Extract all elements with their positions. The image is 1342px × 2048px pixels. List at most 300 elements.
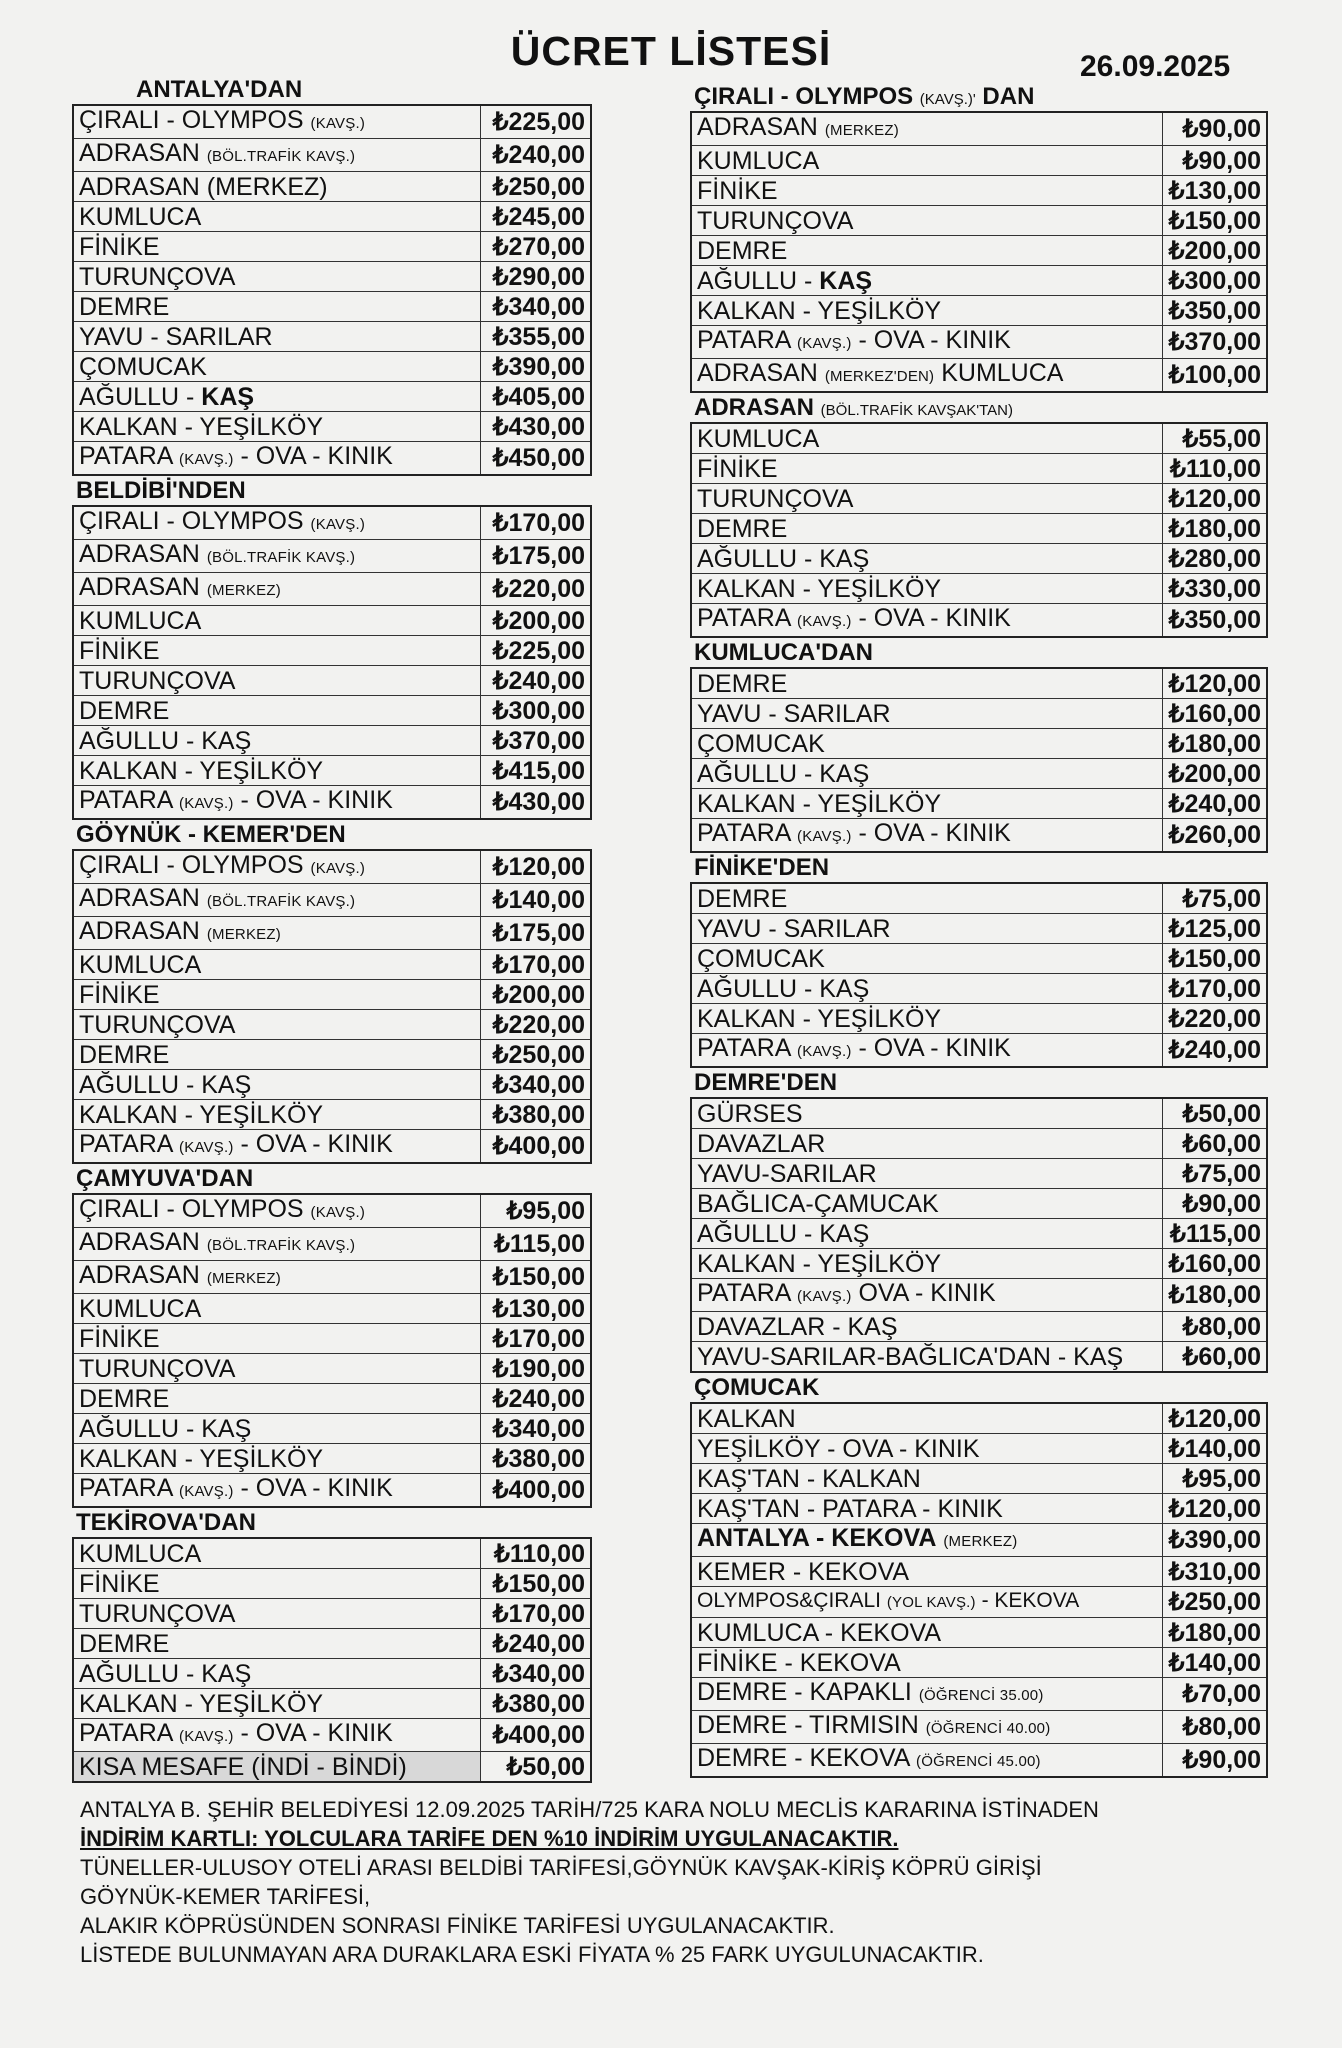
destination-note: (KAVŞ.) — [310, 115, 366, 132]
price-cell: ₺370,00 — [1163, 326, 1268, 359]
destination-name: YAVU - SARILAR — [697, 699, 891, 728]
destination-cell — [691, 1524, 1163, 1557]
table-row — [73, 1599, 591, 1629]
price-cell: ₺250,00 — [1163, 1587, 1268, 1618]
destination-cell — [691, 514, 1163, 544]
price-cell: ₺200,00 — [481, 606, 592, 636]
price-cell: ₺400,00 — [481, 1130, 592, 1164]
fare-table — [72, 505, 592, 820]
destination-cell — [73, 1228, 481, 1261]
destination-note: (KAVŞ.) — [179, 451, 234, 468]
price-cell: ₺200,00 — [481, 980, 592, 1010]
price-cell: ₺400,00 — [481, 1474, 592, 1508]
destination-cell — [691, 914, 1163, 944]
section-heading-text: GÖYNÜK - KEMER'DEN — [76, 821, 346, 848]
destination-name: KEMER - KEKOVA — [697, 1557, 910, 1586]
price-cell: ₺140,00 — [1163, 1434, 1268, 1464]
table-row — [73, 232, 591, 262]
destination-name: KUMLUCA — [697, 424, 820, 453]
table-row — [73, 202, 591, 232]
destination-note: (MERKEZ) — [206, 582, 281, 599]
destination-name: DEMRE - KEKOVA — [697, 1744, 910, 1772]
page-title: ÜCRET LİSTESİ — [510, 28, 832, 74]
price-cell: ₺175,00 — [481, 917, 592, 950]
price-cell: ₺80,00 — [1163, 1711, 1268, 1744]
destination-name: TURUNÇOVA — [79, 666, 236, 695]
price-cell: ₺70,00 — [1163, 1678, 1268, 1711]
destination-cell — [73, 980, 481, 1010]
destination-name: FİNİKE — [79, 232, 160, 261]
price-cell: ₺350,00 — [1163, 604, 1268, 638]
table-row — [73, 696, 591, 726]
table-row — [73, 412, 591, 442]
table-row — [691, 1434, 1267, 1464]
table-row — [73, 1569, 591, 1599]
destination-cell — [691, 326, 1163, 359]
table-row — [73, 1040, 591, 1070]
destination-name: DAVAZLAR - KAŞ — [697, 1312, 898, 1341]
price-cell: ₺245,00 — [481, 202, 592, 232]
price-cell: ₺400,00 — [481, 1719, 592, 1752]
price-cell: ₺55,00 — [1163, 423, 1268, 454]
destination-name: DEMRE — [79, 1384, 170, 1413]
destination-name: AĞULLU - KAŞ — [79, 1070, 252, 1099]
destination-name: YAVU - SARILAR — [79, 322, 273, 351]
price-cell: ₺60,00 — [1163, 1129, 1268, 1159]
destination-name: ÇIRALI - OLYMPOS — [79, 851, 304, 879]
fare-table — [690, 667, 1268, 853]
destination-name: FİNİKE — [79, 1324, 160, 1353]
price-cell: ₺350,00 — [1163, 296, 1268, 326]
table-row — [691, 1618, 1267, 1648]
table-row — [73, 352, 591, 382]
destination-note: (MERKEZ) — [206, 1270, 281, 1287]
destination-cell — [73, 1130, 481, 1164]
destination-cell — [73, 1538, 481, 1569]
section-heading-text: ÇIRALI - OLYMPOS — [694, 83, 920, 110]
destination-cell — [691, 176, 1163, 206]
destination-name: ADRASAN — [79, 1261, 200, 1289]
table-row — [691, 1279, 1267, 1312]
fare-table — [72, 1193, 592, 1508]
price-cell: ₺220,00 — [481, 1010, 592, 1040]
price-cell: ₺150,00 — [1163, 206, 1268, 236]
section-heading — [690, 1373, 1268, 1402]
destination-cell — [691, 1129, 1163, 1159]
price-cell: ₺120,00 — [481, 850, 592, 884]
destination-name: PATARA — [697, 1034, 791, 1062]
note-line: GÖYNÜK-KEMER TARİFESİ, — [80, 1884, 371, 1909]
destination-note: (KAVŞ.) — [179, 1139, 234, 1156]
destination-cell — [73, 1040, 481, 1070]
price-cell: ₺380,00 — [481, 1100, 592, 1130]
table-row — [73, 1689, 591, 1719]
destination-tail: - OVA - KINIK — [240, 786, 393, 814]
destination-cell — [691, 1004, 1163, 1034]
destination-name: DEMRE - KAPAKLI — [697, 1678, 912, 1706]
section-heading-text: FİNİKE'DEN — [694, 854, 830, 881]
destination-name: KAŞ'TAN - PATARA - KINIK — [697, 1494, 1003, 1523]
table-row — [691, 1403, 1267, 1434]
destination-name: FİNİKE — [697, 454, 778, 483]
destination-name: DEMRE — [79, 1040, 170, 1069]
table-row — [691, 423, 1267, 454]
destination-name: KALKAN - YEŞİLKÖY — [79, 756, 324, 785]
price-cell: ₺110,00 — [1163, 454, 1268, 484]
price-cell: ₺120,00 — [1163, 1494, 1268, 1524]
destination-name: DEMRE — [79, 292, 170, 321]
destination-name: KAŞ'TAN - KALKAN — [697, 1464, 921, 1493]
destination-cell — [73, 606, 481, 636]
table-row — [73, 139, 591, 172]
destination-cell — [73, 172, 481, 202]
table-row — [691, 266, 1267, 296]
destination-cell — [691, 1034, 1163, 1068]
destination-name: KALKAN - YEŞİLKÖY — [79, 1100, 324, 1129]
destination-name: DEMRE — [697, 669, 788, 698]
table-row — [691, 1004, 1267, 1034]
section-heading-note: (KAVŞ.)' — [919, 91, 976, 108]
destination-cell — [691, 1711, 1163, 1744]
destination-note: (KAVŞ.) — [797, 1288, 852, 1305]
destination-cell — [73, 382, 481, 412]
table-row — [691, 1557, 1267, 1587]
destination-note: (ÖĞRENCİ 45.00) — [916, 1753, 1041, 1770]
destination-name: TURUNÇOVA — [79, 1010, 236, 1039]
destination-tail: - OVA - KINIK — [858, 819, 1011, 847]
destination-tail: - OVA - KINIK — [240, 1130, 393, 1158]
destination-bold: ANTALYA - KEKOVA — [697, 1524, 937, 1552]
table-row — [73, 756, 591, 786]
table-row — [73, 1414, 591, 1444]
table-row — [73, 850, 591, 884]
section-heading-text: BELDİBİ'NDEN — [76, 477, 246, 504]
table-row — [73, 442, 591, 476]
destination-name: ADRASAN — [79, 884, 200, 912]
table-row — [73, 573, 591, 606]
destination-cell — [691, 1342, 1163, 1373]
table-row — [73, 1194, 591, 1228]
destination-name: DEMRE — [697, 884, 788, 913]
destination-name: KISA MESAFE (İNDİ - BİNDİ) — [79, 1752, 407, 1781]
destination-cell — [73, 540, 481, 573]
destination-name: ADRASAN — [79, 1228, 200, 1256]
table-row — [73, 105, 591, 139]
section-heading — [690, 853, 1268, 882]
destination-name: KUMLUCA - KEKOVA — [697, 1618, 942, 1647]
destination-name: ADRASAN — [79, 917, 200, 945]
price-cell: ₺240,00 — [481, 139, 592, 172]
price-cell: ₺140,00 — [1163, 1648, 1268, 1678]
destination-tail: - KEKOVA — [981, 1589, 1080, 1612]
destination-note: (KAVŞ.) — [179, 1483, 234, 1500]
table-row — [691, 1159, 1267, 1189]
price-cell: ₺180,00 — [1163, 729, 1268, 759]
price-cell: ₺90,00 — [1163, 112, 1268, 146]
table-row — [73, 1384, 591, 1414]
destination-name: ÇIRALI - OLYMPOS — [79, 1195, 304, 1223]
destination-cell — [73, 1629, 481, 1659]
destination-cell — [691, 729, 1163, 759]
table-row — [691, 574, 1267, 604]
table-row — [691, 146, 1267, 176]
destination-name: AĞULLU - KAŞ — [79, 1414, 252, 1443]
destination-cell — [691, 759, 1163, 789]
table-row — [691, 729, 1267, 759]
table-row — [73, 540, 591, 573]
destination-note: (YOL KAVŞ.) — [886, 1594, 976, 1611]
destination-cell — [73, 1261, 481, 1294]
price-cell: ₺60,00 — [1163, 1342, 1268, 1373]
price-cell: ₺140,00 — [481, 884, 592, 917]
destination-name: ADRASAN — [79, 540, 200, 568]
destination-tail: - OVA - KINIK — [858, 604, 1011, 632]
section-heading-text: ADRASAN — [694, 394, 821, 421]
destination-name: KUMLUCA — [79, 606, 202, 635]
destination-note: (KAVŞ.) — [310, 860, 366, 877]
table-row — [691, 544, 1267, 574]
destination-name: KUMLUCA — [79, 1539, 202, 1568]
destination-note: (KAVŞ.) — [797, 1043, 852, 1060]
destination-name: TURUNÇOVA — [697, 484, 854, 513]
price-cell: ₺405,00 — [481, 382, 592, 412]
destination-cell — [73, 202, 481, 232]
section-heading-note: (BÖL.TRAFİK KAVŞAK'TAN) — [820, 402, 1014, 419]
price-cell: ₺270,00 — [481, 232, 592, 262]
price-cell: ₺130,00 — [1163, 176, 1268, 206]
table-row — [691, 454, 1267, 484]
destination-name: YAVU-SARILAR-BAĞLICA'DAN - KAŞ — [697, 1342, 1124, 1371]
destination-note: (MERKEZ) — [206, 926, 281, 943]
destination-cell — [73, 636, 481, 666]
destination-cell — [73, 884, 481, 917]
price-cell: ₺220,00 — [1163, 1004, 1268, 1034]
price-cell: ₺430,00 — [481, 412, 592, 442]
destination-name: PATARA — [79, 1474, 173, 1502]
destination-name: AĞULLU - KAŞ — [697, 759, 870, 788]
destination-name: PATARA — [697, 326, 791, 354]
destination-name: ADRASAN — [697, 113, 818, 141]
price-cell: ₺430,00 — [481, 786, 592, 820]
destination-cell — [691, 1219, 1163, 1249]
table-row — [691, 1494, 1267, 1524]
destination-name: DAVAZLAR — [697, 1129, 826, 1158]
right-column — [690, 82, 1268, 1778]
price-cell: ₺240,00 — [481, 1629, 592, 1659]
table-row — [691, 1464, 1267, 1494]
destination-cell — [73, 352, 481, 382]
table-row — [691, 914, 1267, 944]
destination-cell — [691, 1098, 1163, 1129]
destination-name: KALKAN — [697, 1404, 796, 1433]
destination-cell — [73, 1010, 481, 1040]
destination-name: KUMLUCA — [79, 1294, 202, 1323]
destination-name: DEMRE — [697, 514, 788, 543]
section-heading — [690, 393, 1268, 422]
destination-cell — [73, 1324, 481, 1354]
table-row — [691, 484, 1267, 514]
destination-cell — [691, 1557, 1163, 1587]
fare-table — [72, 1537, 592, 1783]
table-row — [73, 1324, 591, 1354]
destination-cell — [691, 944, 1163, 974]
price-cell: ₺170,00 — [481, 950, 592, 980]
destination-note: (ÖĞRENCİ 35.00) — [918, 1687, 1044, 1704]
table-row — [691, 1342, 1267, 1373]
destination-cell — [691, 112, 1163, 146]
price-cell: ₺50,00 — [481, 1752, 592, 1783]
destination-cell — [691, 423, 1163, 454]
destination-name: PATARA — [79, 442, 173, 470]
destination-name: KALKAN - YEŞİLKÖY — [697, 296, 942, 325]
fare-table — [72, 849, 592, 1164]
destination-cell — [691, 1279, 1163, 1312]
destination-name: TURUNÇOVA — [79, 1354, 236, 1383]
destination-name: ÇOMUCAK — [697, 729, 825, 758]
table-row — [691, 789, 1267, 819]
price-cell: ₺200,00 — [1163, 759, 1268, 789]
price-cell: ₺50,00 — [1163, 1098, 1268, 1129]
destination-cell — [73, 726, 481, 756]
destination-cell — [691, 1249, 1163, 1279]
table-row — [691, 699, 1267, 729]
destination-cell — [73, 1752, 481, 1783]
destination-cell — [73, 1444, 481, 1474]
price-cell: ₺390,00 — [1163, 1524, 1268, 1557]
destination-cell — [73, 412, 481, 442]
price-cell: ₺190,00 — [481, 1354, 592, 1384]
note-line: LİSTEDE BULUNMAYAN ARA DURAKLARA ESKİ FİYATA % 25 FARK UYGULUNACAKTIR. — [80, 1942, 984, 1967]
table-row — [691, 236, 1267, 266]
destination-name: KALKAN - YEŞİLKÖY — [697, 1249, 942, 1278]
price-cell: ₺300,00 — [1163, 266, 1268, 296]
table-row — [691, 1034, 1267, 1068]
price-cell: ₺90,00 — [1163, 1189, 1268, 1219]
destination-name: TURUNÇOVA — [79, 262, 236, 291]
destination-cell — [73, 1354, 481, 1384]
price-cell: ₺170,00 — [481, 1324, 592, 1354]
table-row — [73, 172, 591, 202]
destination-name: KALKAN - YEŞİLKÖY — [79, 1689, 324, 1718]
destination-name: KUMLUCA — [697, 146, 820, 175]
destination-name: FİNİKE — [79, 980, 160, 1009]
destination-tail: OVA - KINIK — [858, 1279, 996, 1307]
destination-cell — [73, 1474, 481, 1508]
table-row — [691, 514, 1267, 544]
destination-cell — [73, 696, 481, 726]
price-cell: ₺90,00 — [1163, 1744, 1268, 1778]
destination-cell — [691, 484, 1163, 514]
table-row — [73, 980, 591, 1010]
price-cell: ₺95,00 — [481, 1194, 592, 1228]
destination-name: DEMRE — [79, 1629, 170, 1658]
destination-name: AĞULLU - KAŞ — [697, 544, 870, 573]
price-cell: ₺100,00 — [1163, 359, 1268, 393]
price-cell: ₺380,00 — [481, 1444, 592, 1474]
destination-name: ÇIRALI - OLYMPOS — [79, 106, 304, 134]
section-heading — [690, 82, 1268, 111]
destination-cell — [691, 359, 1163, 393]
destination-cell — [691, 1434, 1163, 1464]
destination-bold: KAŞ — [819, 266, 873, 295]
table-row — [691, 1129, 1267, 1159]
destination-cell — [73, 506, 481, 540]
table-row — [691, 1678, 1267, 1711]
destination-tail: - OVA - KINIK — [240, 1719, 393, 1747]
price-cell: ₺170,00 — [481, 1599, 592, 1629]
table-row — [691, 944, 1267, 974]
destination-name: FİNİKE — [697, 176, 778, 205]
destination-name: BAĞLICA-ÇAMUCAK — [697, 1189, 939, 1218]
section-heading-text: ÇAMYUVA'DAN — [76, 1165, 254, 1192]
section-heading-tail: DAN — [975, 83, 1035, 110]
section-heading — [72, 820, 592, 849]
destination-cell — [73, 1414, 481, 1444]
table-row — [73, 1294, 591, 1324]
price-cell: ₺115,00 — [481, 1228, 592, 1261]
table-row — [73, 786, 591, 820]
table-row — [691, 1189, 1267, 1219]
destination-cell — [73, 1719, 481, 1752]
table-row — [73, 1752, 591, 1783]
price-cell: ₺280,00 — [1163, 544, 1268, 574]
destination-name: AĞULLU - KAŞ — [697, 1219, 870, 1248]
destination-name: PATARA — [697, 1279, 791, 1307]
table-row — [73, 1538, 591, 1569]
destination-cell — [691, 1189, 1163, 1219]
table-row — [73, 1629, 591, 1659]
destination-name: DEMRE — [79, 696, 170, 725]
destination-cell — [73, 1100, 481, 1130]
price-cell: ₺340,00 — [481, 1659, 592, 1689]
table-row — [691, 206, 1267, 236]
price-cell: ₺240,00 — [1163, 789, 1268, 819]
price-cell: ₺180,00 — [1163, 514, 1268, 544]
note-line: ALAKIR KÖPRÜSÜNDEN SONRASI FİNİKE TARİFESİ UYGULANACAKTIR. — [80, 1913, 835, 1938]
destination-name: KALKAN - YEŞİLKÖY — [697, 789, 942, 818]
section-heading — [72, 1508, 592, 1537]
destination-name: FİNİKE — [79, 636, 160, 665]
destination-name: YEŞİLKÖY - OVA - KINIK — [697, 1434, 980, 1463]
destination-cell — [691, 1464, 1163, 1494]
destination-note: (BÖL.TRAFİK KAVŞ.) — [206, 893, 356, 910]
price-cell: ₺225,00 — [481, 636, 592, 666]
table-row — [73, 1474, 591, 1508]
price-cell: ₺125,00 — [1163, 914, 1268, 944]
destination-name: ADRASAN — [79, 139, 200, 167]
table-row — [73, 1659, 591, 1689]
section-heading — [72, 1164, 592, 1193]
destination-name: AĞULLU - KAŞ — [79, 726, 252, 755]
destination-name: YAVU - SARILAR — [697, 914, 891, 943]
destination-cell — [73, 1294, 481, 1324]
fare-table — [690, 882, 1268, 1068]
destination-note: (MERKEZ) — [943, 1533, 1018, 1550]
price-cell: ₺75,00 — [1163, 1159, 1268, 1189]
price-cell: ₺260,00 — [1163, 819, 1268, 853]
destination-cell — [691, 604, 1163, 638]
price-cell: ₺120,00 — [1163, 1403, 1268, 1434]
destination-cell — [73, 1659, 481, 1689]
price-cell: ₺160,00 — [1163, 1249, 1268, 1279]
destination-tail: - OVA - KINIK — [240, 1474, 393, 1502]
destination-cell — [73, 1070, 481, 1100]
destination-cell — [73, 850, 481, 884]
price-cell: ₺300,00 — [481, 696, 592, 726]
destination-note: (BÖL.TRAFİK KAVŞ.) — [206, 549, 356, 566]
section-heading-text: ÇOMUCAK — [694, 1374, 820, 1401]
destination-name: PATARA — [79, 786, 173, 814]
